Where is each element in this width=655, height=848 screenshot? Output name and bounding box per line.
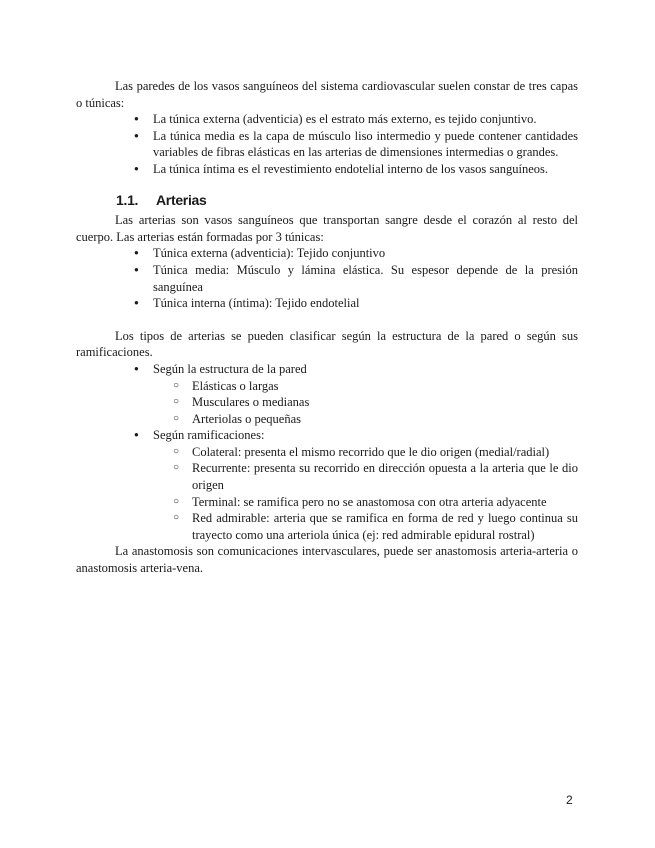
list-item xyxy=(76,361,578,427)
section-paragraph: Las arterias son vasos sanguíneos que transportan sangre desde el corazón al resto del cuerpo. Las arterias están formadas por 3 túnicas: xyxy=(76,213,578,244)
section-heading xyxy=(76,192,578,209)
section-bullet-list xyxy=(76,245,578,311)
closing-paragraph: La anastomosis son comunicaciones intervasculares, puede ser anastomosis arteria-arteria o anastomosis arteria-vena. xyxy=(76,544,578,576)
sub-list-item: ○ Red admirable: arteria que se ramifica en forma de red y luego continua su trayecto como una arteriola única (ej: red admirable epidural rostral) xyxy=(153,510,578,543)
sub-list-item: ○ Recurrente: presenta su recorrido en dirección opuesta a la arteria que le dio origen xyxy=(153,460,578,493)
section-number: 1.1. xyxy=(116,191,139,208)
spacer xyxy=(76,312,578,328)
list-item: ● Túnica interna (íntima): Tejido endotelial xyxy=(76,295,578,312)
sub-list-item: ○ Arteriolas o pequeñas xyxy=(153,411,578,428)
list-item xyxy=(76,427,578,543)
sub-list-item: ○ Colateral: presenta el mismo recorrido que le dio origen (medial/radial) xyxy=(153,444,578,461)
list-item: ● La túnica íntima es el revestimiento endotelial interno de los vasos sanguíneos. xyxy=(76,161,578,178)
list-item: ● La túnica externa (adventicia) es el estrato más externo, es tejido conjuntivo. xyxy=(76,111,578,128)
sub-list-item: ○ Musculares o medianas xyxy=(153,394,578,411)
list-item: ● Túnica externa (adventicia): Tejido conjuntivo xyxy=(76,245,578,262)
sub-list xyxy=(76,378,578,428)
group-label: Según la estructura de la pared xyxy=(153,361,307,376)
sub-list-item: ○ Terminal: se ramifica pero no se anastomosa con otra arteria adyacente xyxy=(153,494,578,511)
document-body xyxy=(76,78,578,577)
list-item: ● La túnica media es la capa de músculo liso intermedio y puede contener cantidades variables de fibras elásticas en las arterias de dimensiones intermedias o grandes. xyxy=(76,128,578,161)
intro-bullet-list xyxy=(76,111,578,177)
list-item: ● Túnica media: Músculo y lámina elástica. Su espesor depende de la presión sanguínea xyxy=(76,262,578,295)
sub-list-item: ○ Elásticas o largas xyxy=(153,378,578,395)
page-number: 2 xyxy=(566,793,573,807)
intro-paragraph: Las paredes de los vasos sanguíneos del sistema cardiovascular suelen constar de tres capas o túnicas: xyxy=(76,79,578,110)
section-title: Arterias xyxy=(156,191,207,208)
group-label: Según ramificaciones: xyxy=(153,428,265,443)
classification-list xyxy=(76,361,578,544)
classification-paragraph: Los tipos de arterias se pueden clasificar según la estructura de la pared o según sus ramificaciones. xyxy=(76,328,578,360)
sub-list xyxy=(76,444,578,544)
